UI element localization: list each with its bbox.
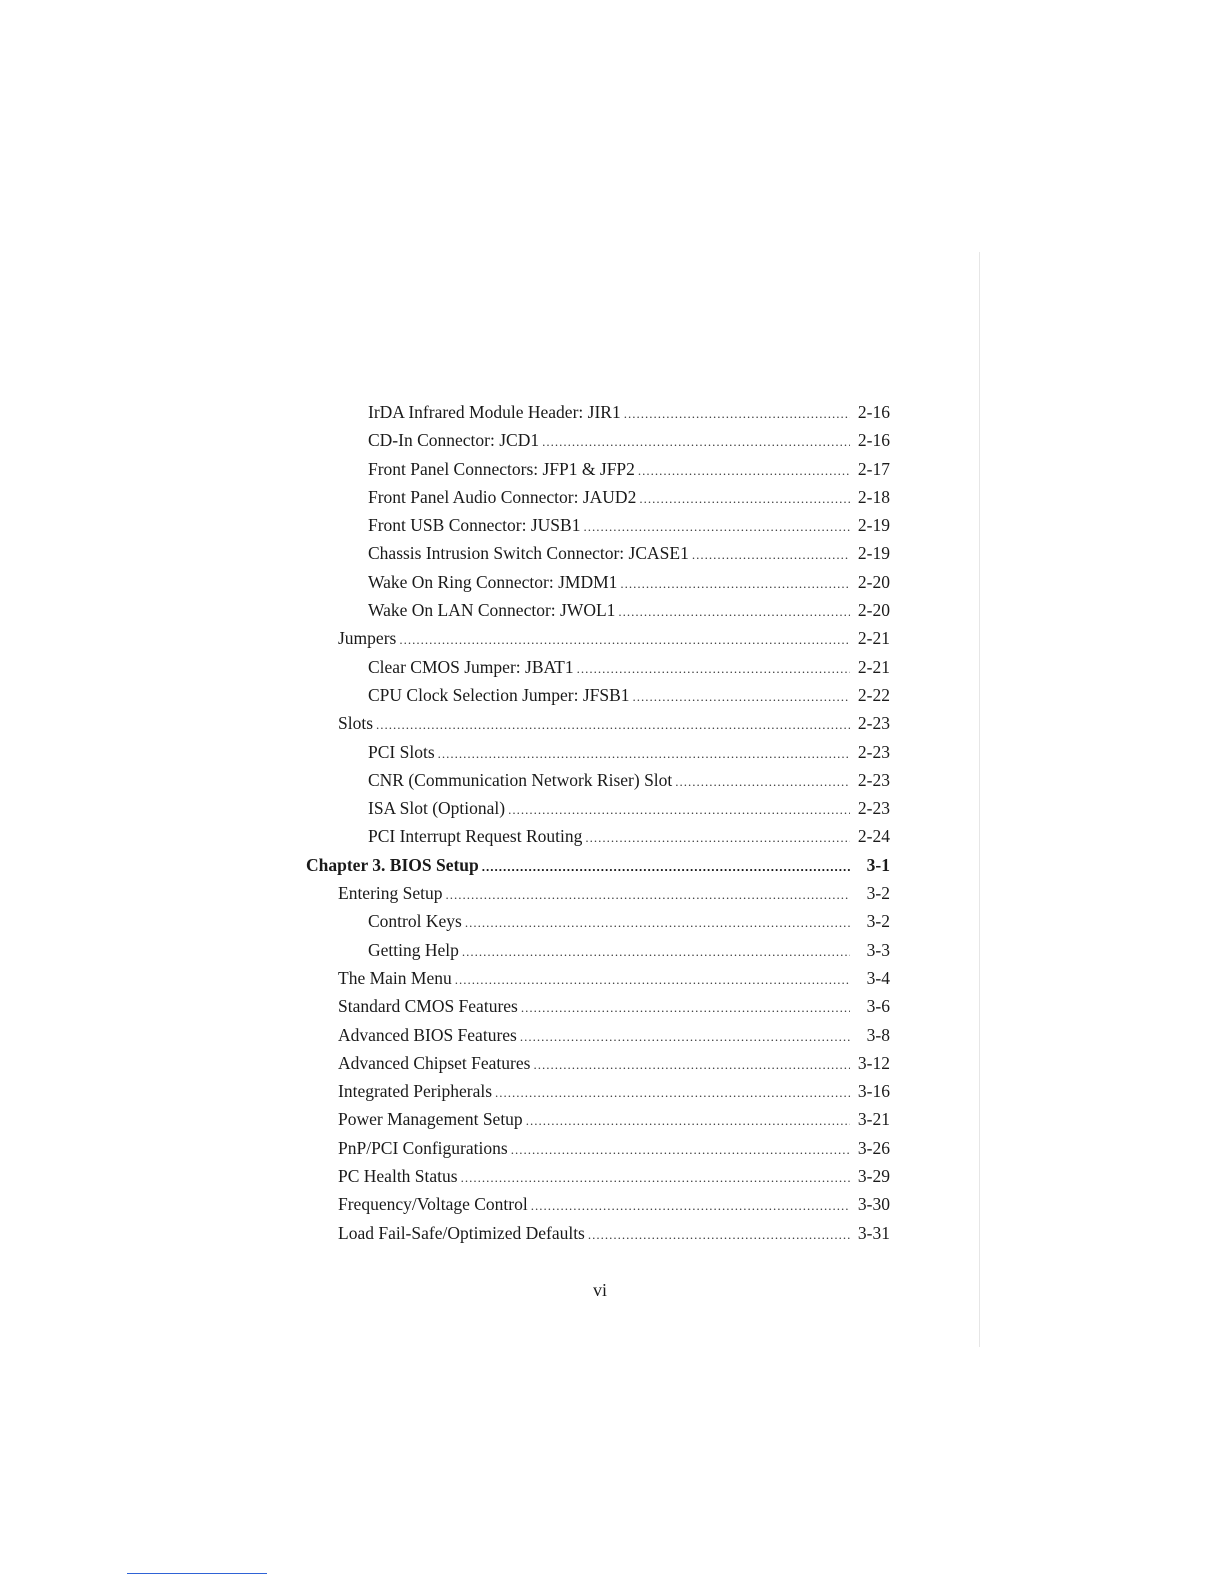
dot-leader: [588, 1221, 850, 1249]
toc-entry-page: 2-21: [857, 656, 890, 677]
toc-entry[interactable]: [306, 624, 890, 652]
dot-leader: [620, 570, 850, 598]
dot-leader: [526, 1107, 850, 1135]
dot-leader: [521, 994, 850, 1022]
toc-entry-page: 2-23: [857, 769, 890, 790]
toc-entry[interactable]: [306, 822, 890, 850]
toc-entry[interactable]: [306, 511, 890, 539]
dot-leader: [462, 938, 850, 966]
toc-entry-title: Load Fail-Safe/Optimized Defaults: [338, 1222, 585, 1243]
toc-entry-page: 2-19: [857, 543, 890, 564]
toc-entry-page: 3-8: [866, 1024, 890, 1045]
dot-leader: [639, 485, 850, 513]
dot-leader: [542, 428, 850, 456]
toc-entry-title: Wake On LAN Connector: JWOL1: [368, 600, 616, 621]
toc-entry[interactable]: [306, 426, 890, 454]
toc-entry-page: 2-16: [857, 402, 890, 422]
toc-entry-title: Power Management Setup: [338, 1109, 523, 1130]
dot-leader: [638, 457, 850, 485]
toc-entry-page: 2-23: [857, 713, 890, 734]
toc-entry-title: Wake On Ring Connector: JMDM1: [368, 571, 618, 592]
toc-chapter-entry[interactable]: [306, 851, 890, 879]
toc-entry-title: Front Panel Connectors: JFP1 & JFP2: [368, 458, 635, 479]
toc-entry-title: Jumpers: [338, 628, 397, 649]
toc-entry[interactable]: [306, 1134, 890, 1162]
dot-leader: [583, 513, 850, 541]
toc-entry[interactable]: [306, 1162, 890, 1190]
toc-entry-title: Slots: [338, 713, 374, 734]
toc-entry-page: 3-21: [857, 1109, 890, 1130]
toc-entry-title: IrDA Infrared Module Header: JIR1: [368, 402, 621, 422]
dot-leader: [624, 400, 850, 428]
toc-entry-title: Entering Setup: [338, 883, 443, 904]
toc-entry-page: 3-3: [866, 939, 890, 960]
toc-entry-page: 3-31: [857, 1222, 890, 1243]
toc-entry-title: CPU Clock Selection Jumper: JFSB1: [368, 684, 630, 705]
toc-entry-title: Advanced BIOS Features: [338, 1024, 517, 1045]
table-of-contents: [306, 398, 890, 1247]
dot-leader: [618, 598, 850, 626]
page-edge-rule: [979, 252, 980, 1347]
toc-entry-title: PnP/PCI Configurations: [338, 1137, 508, 1158]
dot-leader: [511, 1136, 850, 1164]
toc-entry-page: 3-1: [866, 854, 890, 875]
toc-entry[interactable]: [306, 1219, 890, 1247]
toc-entry-title: Getting Help: [368, 939, 459, 960]
decorative-underline: [127, 1573, 267, 1574]
toc-entry[interactable]: [306, 1049, 890, 1077]
toc-entry-page: 2-16: [857, 430, 890, 451]
dot-leader: [531, 1192, 850, 1220]
toc-entry-page: 3-4: [866, 967, 890, 988]
toc-entry-page: 2-18: [857, 486, 890, 507]
toc-entry[interactable]: [306, 455, 890, 483]
toc-entry[interactable]: [306, 398, 890, 426]
toc-entry[interactable]: [306, 596, 890, 624]
toc-entry[interactable]: [306, 907, 890, 935]
toc-entry[interactable]: [306, 1190, 890, 1218]
toc-entry[interactable]: [306, 653, 890, 681]
dot-leader: [455, 966, 850, 994]
toc-entry-title: CNR (Communication Network Riser) Slot: [368, 769, 673, 790]
toc-entry-page: 3-12: [857, 1052, 890, 1073]
dot-leader: [585, 824, 850, 852]
toc-entry-title: Front USB Connector: JUSB1: [368, 515, 581, 536]
dot-leader: [692, 541, 850, 569]
toc-entry-page: 3-6: [866, 996, 890, 1017]
toc-entry-title: Chapter 3. BIOS Setup: [306, 854, 479, 875]
toc-entry-page: 2-21: [857, 628, 890, 649]
toc-entry-page: 3-26: [857, 1137, 890, 1158]
toc-entry-title: Standard CMOS Features: [338, 996, 518, 1017]
page-number: vi: [592, 1280, 607, 1300]
dot-leader: [376, 711, 850, 739]
toc-entry[interactable]: [306, 766, 890, 794]
dot-leader: [465, 909, 850, 937]
toc-entry[interactable]: [306, 483, 890, 511]
toc-entry-title: Clear CMOS Jumper: JBAT1: [368, 656, 574, 677]
toc-entry-title: Frequency/Voltage Control: [338, 1194, 528, 1215]
toc-entry[interactable]: [306, 738, 890, 766]
toc-entry[interactable]: [306, 794, 890, 822]
toc-entry-page: 2-23: [857, 798, 890, 819]
dot-leader: [482, 853, 850, 881]
toc-entry-title: Control Keys: [368, 911, 462, 932]
dot-leader: [520, 1023, 850, 1051]
toc-entry-title: PCI Slots: [368, 741, 435, 762]
toc-entry-title: ISA Slot (Optional): [368, 798, 506, 819]
dot-leader: [438, 740, 850, 768]
toc-entry-page: 3-16: [857, 1081, 890, 1102]
toc-entry[interactable]: [306, 709, 890, 737]
dot-leader: [446, 881, 851, 909]
toc-entry-title: PCI Interrupt Request Routing: [368, 826, 583, 847]
dot-leader: [633, 683, 850, 711]
toc-entry-page: 3-2: [866, 911, 890, 932]
dot-leader: [533, 1051, 850, 1079]
toc-entry-page: 2-22: [857, 684, 890, 705]
toc-entry[interactable]: [306, 1021, 890, 1049]
toc-entry-page: 3-30: [857, 1194, 890, 1215]
toc-entry[interactable]: [306, 964, 890, 992]
toc-entry-title: Advanced Chipset Features: [338, 1052, 531, 1073]
toc-entry-page: 2-20: [857, 571, 890, 592]
toc-entry[interactable]: [306, 539, 890, 567]
toc-entry-title: The Main Menu: [338, 967, 452, 988]
toc-entry-page: 2-24: [857, 826, 890, 847]
dot-leader: [577, 655, 850, 683]
toc-entry-page: 2-19: [857, 515, 890, 536]
toc-entry-page: 2-23: [857, 741, 890, 762]
toc-entry-page: 3-2: [866, 883, 890, 904]
dot-leader: [508, 796, 850, 824]
dot-leader: [461, 1164, 850, 1192]
toc-entry-page: 2-20: [857, 600, 890, 621]
toc-entry-title: Integrated Peripherals: [338, 1081, 493, 1102]
toc-entry[interactable]: [306, 1077, 890, 1105]
dot-leader: [495, 1079, 850, 1107]
dot-leader: [675, 768, 850, 796]
toc-entry-page: 2-17: [857, 458, 890, 479]
toc-entry[interactable]: [306, 568, 890, 596]
toc-entry-title: Chassis Intrusion Switch Connector: JCASE1: [368, 543, 689, 564]
toc-entry-title: PC Health Status: [338, 1166, 458, 1187]
toc-entry[interactable]: [306, 681, 890, 709]
toc-entry[interactable]: [306, 1105, 890, 1133]
toc-entry-page: 3-29: [857, 1166, 890, 1187]
dot-leader: [399, 626, 850, 654]
toc-entry[interactable]: [306, 992, 890, 1020]
toc-entry[interactable]: [306, 936, 890, 964]
toc-entry-title: Front Panel Audio Connector: JAUD2: [368, 486, 637, 507]
toc-entry-title: CD-In Connector: JCD1: [368, 430, 540, 451]
toc-entry[interactable]: [306, 879, 890, 907]
